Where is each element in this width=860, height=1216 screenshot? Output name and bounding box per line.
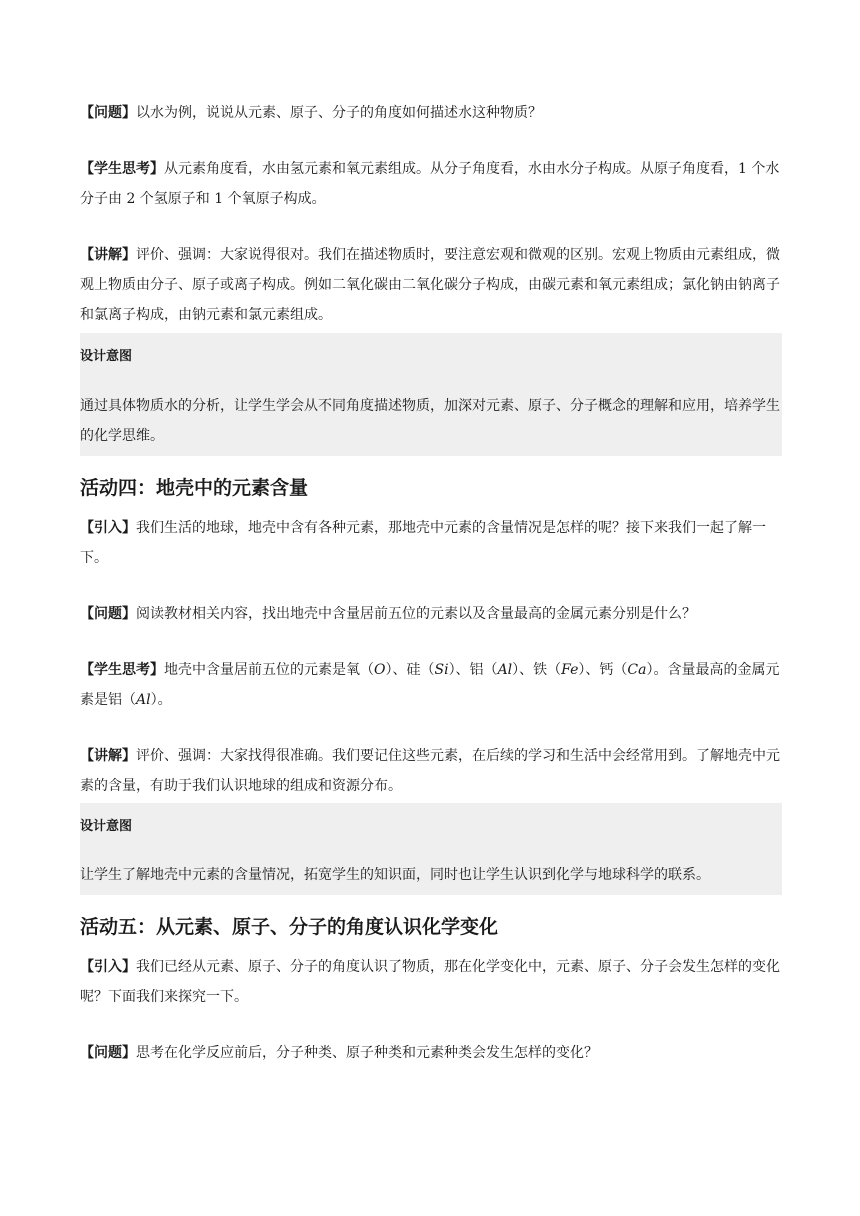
design-intent-text: 让学生了解地壳中元素的含量情况，拓宽学生的知识面，同时也让学生认识到化学与地球科学的联系。	[80, 867, 710, 883]
paragraph-text: ）。含量最高的金属元素是铝（	[80, 662, 780, 708]
label-question: 【问题】	[80, 105, 136, 121]
design-intent-box-1	[80, 333, 782, 456]
paragraph-text: 从元素角度看，水由氢元素和氧元素组成。从分子角度看，水由水分子构成。从原子角度看，1 个水分子由 2 个氢原子和 1 个氧原子构成。	[80, 161, 780, 207]
paragraph-intro-2	[80, 952, 782, 1012]
paragraph-text: 我们生活的地球，地壳中含有各种元素，那地壳中元素的含量情况是怎样的呢？接下来我们一起了解一下。	[80, 520, 766, 566]
paragraph-student-thinking-1	[80, 154, 782, 214]
label-intro: 【引入】	[80, 959, 136, 975]
paragraph-text: ）、硅（	[385, 662, 435, 678]
paragraph-explanation-2	[80, 741, 782, 801]
paragraph-text: 我们已经从元素、原子、分子的角度认识了物质，那在化学变化中，元素、原子、分子会发生怎样的变化呢？下面我们来探究一下。	[80, 959, 780, 1005]
design-intent-title: 设计意图	[80, 819, 133, 834]
symbol-aluminum: Al	[136, 692, 151, 708]
symbol-aluminum: Al	[497, 662, 513, 678]
paragraph-text: 评价、强调：大家找得很准确。我们要记住这些元素，在后续的学习和生活中会经常用到。了解地壳中元素的含量，有助于我们认识地球的组成和资源分布。	[80, 748, 780, 794]
paragraph-text: ）、钙（	[578, 662, 628, 678]
paragraph-text: 地壳中含量居前五位的元素是氧（	[164, 662, 374, 678]
paragraph-text: 思考在化学反应前后，分子种类、原子种类和元素种类会发生怎样的变化？	[136, 1045, 598, 1061]
activity-five-heading: 活动五：从元素、原子、分子的角度认识化学变化	[80, 916, 499, 938]
paragraph-intro-1	[80, 513, 782, 573]
activity-four-heading: 活动四：地壳中的元素含量	[80, 477, 309, 499]
design-intent-text: 通过具体物质水的分析，让学生学会从不同角度描述物质，加深对元素、原子、分子概念的理解和应用，培养学生的化学思维。	[80, 398, 780, 444]
label-intro: 【引入】	[80, 520, 136, 536]
symbol-oxygen: O	[374, 662, 386, 678]
label-question: 【问题】	[80, 606, 136, 622]
label-explanation: 【讲解】	[80, 247, 136, 263]
paragraph-question-3	[80, 1038, 782, 1068]
paragraph-question-2	[80, 599, 782, 629]
paragraph-text: 以水为例，说说从元素、原子、分子的角度如何描述水这种物质？	[136, 105, 542, 121]
design-intent-title: 设计意图	[80, 349, 133, 364]
paragraph-text: ）、铁（	[512, 662, 562, 678]
paragraph-text: ）。	[150, 692, 172, 708]
paragraph-text: 阅读教材相关内容，找出地壳中含量居前五位的元素以及含量最高的金属元素分别是什么？	[136, 606, 696, 622]
design-intent-box-2	[80, 803, 782, 895]
symbol-silicon: Si	[434, 662, 449, 678]
paragraph-text: ）、铝（	[448, 662, 498, 678]
symbol-iron: Fe	[561, 662, 579, 678]
paragraph-text: 评价、强调：大家说得很对。我们在描述物质时，要注意宏观和微观的区别。宏观上物质由元素组成，微观上物质由分子、原子或离子构成。例如二氧化碳由二氧化碳分子构成，由碳元素和氧元素组成；氯化钠由钠离子和氯离子构成，由钠元素和氯元素组成。	[80, 247, 780, 323]
label-student-thinking: 【学生思考】	[80, 662, 164, 678]
paragraph-student-thinking-2	[80, 655, 782, 715]
label-explanation: 【讲解】	[80, 748, 136, 764]
label-question: 【问题】	[80, 1045, 136, 1061]
label-student-thinking: 【学生思考】	[80, 161, 164, 177]
symbol-calcium: Ca	[627, 662, 647, 678]
paragraph-question-1	[80, 98, 782, 128]
paragraph-explanation-1	[80, 240, 782, 330]
